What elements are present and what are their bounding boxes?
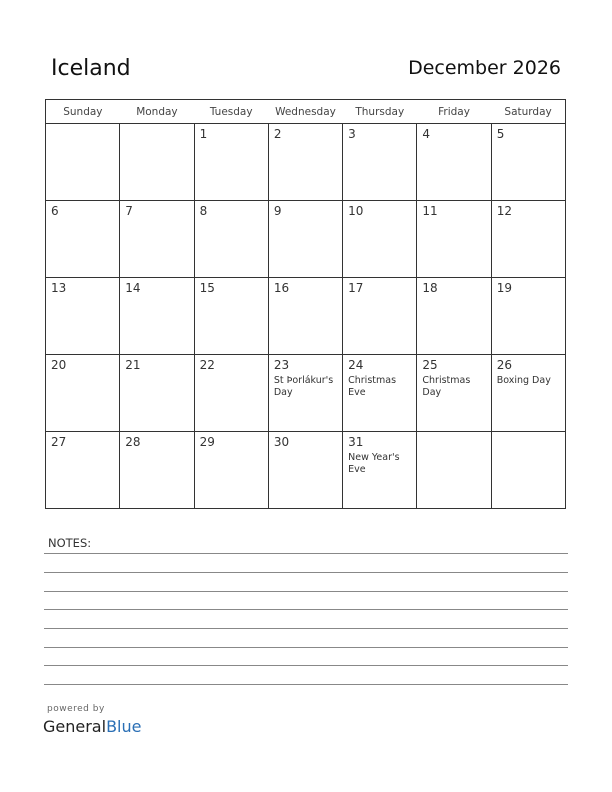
day-number: 27 [51,435,67,449]
day-number: 22 [199,358,215,372]
day-number: 29 [199,435,215,449]
weekday-header: Monday [120,100,194,124]
day-cell [417,124,491,201]
day-cell [491,124,565,201]
day-number: 26 [496,358,512,372]
week-row [46,432,566,509]
day-cell [343,278,417,355]
notes-line [44,628,568,629]
week-row [46,355,566,432]
weekday-header: Friday [417,100,491,124]
week-row [46,124,566,201]
day-cell [120,432,194,509]
day-cell [46,355,120,432]
day-cell [491,201,565,278]
day-number: 17 [348,281,364,295]
notes-label: NOTES: [48,536,92,550]
day-cell [46,124,120,201]
day-cell [417,201,491,278]
day-number: 20 [51,358,67,372]
weekday-header: Saturday [491,100,565,124]
notes-line [44,647,568,648]
powered-by-text: powered by [47,704,105,714]
weekday-header: Wednesday [268,100,342,124]
day-cell [343,201,417,278]
notes-line [44,684,568,685]
day-number: 18 [422,281,438,295]
day-cell [120,355,194,432]
day-cell [268,355,342,432]
day-number: 11 [422,204,438,218]
day-number: 2 [273,127,282,141]
day-cell [268,278,342,355]
day-number: 23 [273,358,290,372]
day-cell [46,278,120,355]
day-number: 7 [125,204,133,218]
holiday-label: Christmas Day [422,375,471,398]
day-number: 16 [273,281,290,295]
day-cell [417,432,491,509]
day-number: 24 [348,358,364,372]
holiday-label: Boxing Day [496,375,551,386]
day-cell [491,355,565,432]
holiday-label: New Year's Eve [348,452,400,475]
day-cell [491,278,565,355]
generalblue-logo [43,717,141,736]
brand-general-text: General [43,717,107,736]
country-title: Iceland [51,56,131,81]
day-number: 5 [496,127,505,141]
day-number: 12 [496,204,512,218]
weekday-header: Thursday [343,100,417,124]
day-number: 28 [125,435,141,449]
day-number: 4 [422,127,431,141]
day-cell [46,201,120,278]
day-number: 13 [51,281,67,295]
day-cell [268,124,342,201]
day-cell [343,124,417,201]
day-number: 25 [422,358,438,372]
day-cell [194,355,268,432]
day-cell [491,432,565,509]
notes-line [44,591,568,592]
day-cell [194,201,268,278]
day-cell [120,278,194,355]
calendar-grid [45,99,566,509]
day-cell [343,355,417,432]
week-row [46,278,566,355]
month-year-title: December 2026 [408,57,561,79]
day-cell [343,432,417,509]
notes-line [44,553,568,554]
day-cell [268,201,342,278]
day-number: 31 [348,435,364,449]
day-cell [417,278,491,355]
day-number: 1 [199,127,208,141]
weekday-header: Tuesday [194,100,268,124]
holiday-label: St Þorlákur's Day [273,375,334,398]
day-cell [120,201,194,278]
notes-line [44,665,568,666]
week-row [46,201,566,278]
day-number: 3 [348,127,356,141]
day-cell [194,124,268,201]
notes-line [44,572,568,573]
holiday-label: Christmas Eve [348,375,397,398]
day-cell [417,355,491,432]
brand-blue-text: Blue [106,717,142,736]
day-number: 21 [125,358,141,372]
day-cell [46,432,120,509]
day-number: 9 [273,204,282,218]
day-number: 6 [51,204,59,218]
day-number: 15 [199,281,215,295]
notes-line [44,609,568,610]
day-number: 8 [199,204,208,218]
day-number: 19 [496,281,512,295]
weekday-header-row [46,100,566,124]
weekday-header: Sunday [46,100,120,124]
day-number: 10 [348,204,364,218]
day-cell [194,278,268,355]
day-number: 30 [273,435,290,449]
day-number: 14 [125,281,141,295]
day-cell [120,124,194,201]
day-cell [268,432,342,509]
day-cell [194,432,268,509]
